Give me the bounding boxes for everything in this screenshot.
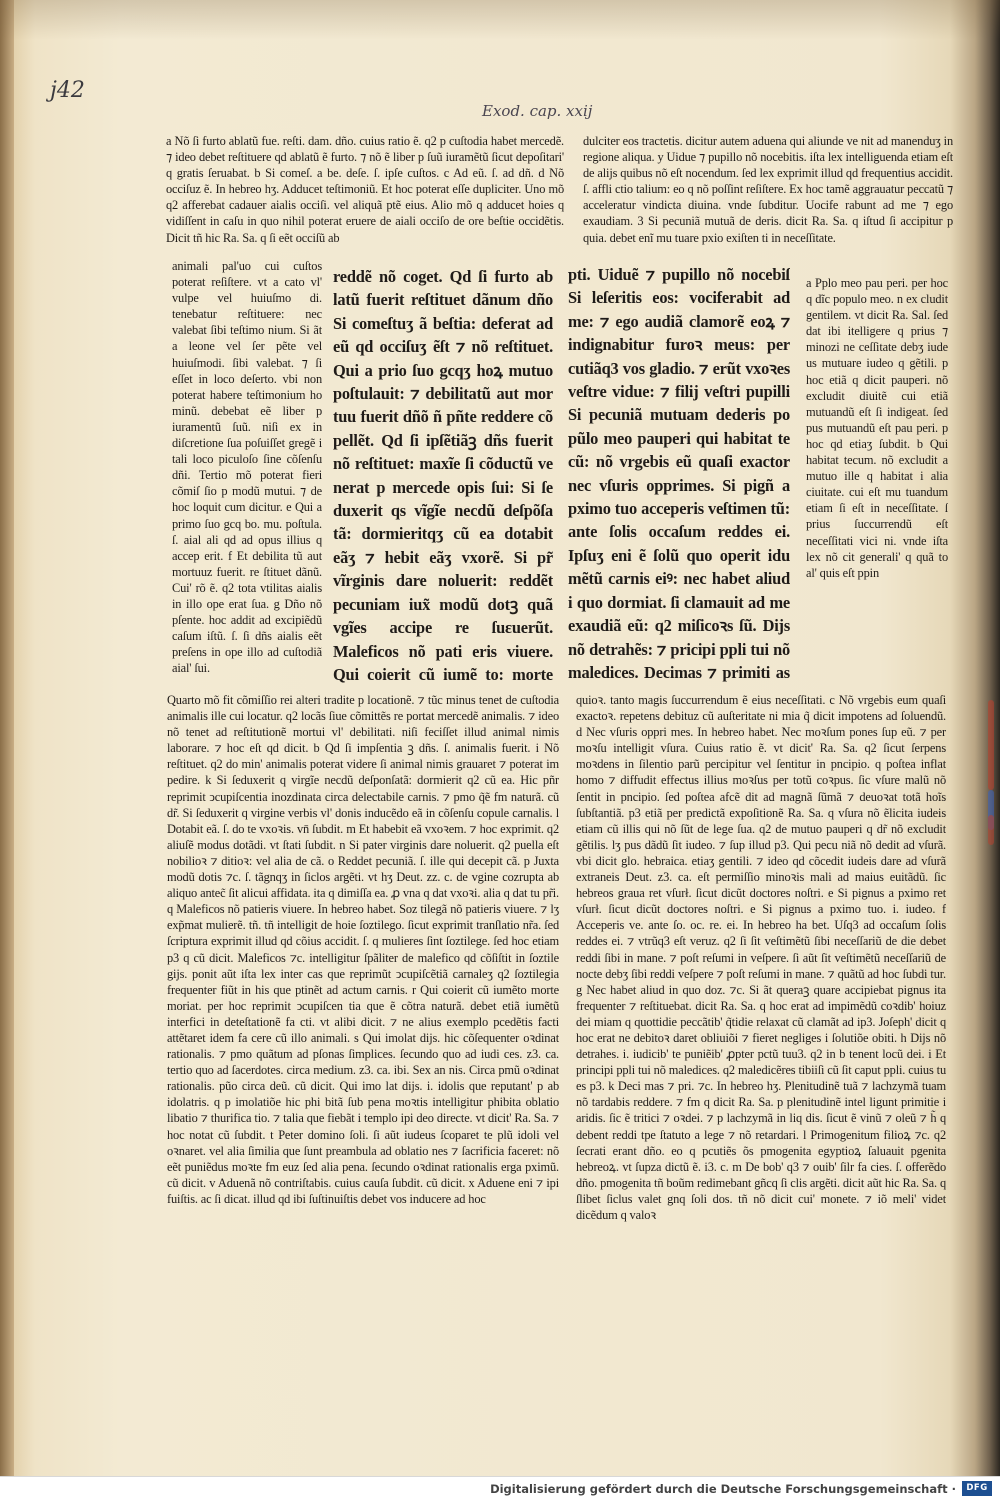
running-head: Exod. cap. xxij (482, 102, 593, 120)
left-gloss-narrow: animali pal'uo cui cuſtos poterat reſiſtere. vt a cato vl' vulpe vel huiuſmo di. tenebatur reſtituere: nec valebat ſibi teſtimo nium. Si ãt a leone vel ſer pẽte vel huiuſmodi. ſibi valebat. ⁊ ſi eſſet in loco deſerto. vbi non poterat habere teſtimonium ho minũ. debebat eẽ liber p iuramentũ ſuũ. niſi ex in diſcretione ſua poſuiſſet gregẽ i tali loco piculoſo ſine cõſenſu dñi. Tertio mõ poterat fieri cõmiſ ſio p modũ mutui. ⁊ de hoc loquit cum dicitur. e Qui a primo ſuo gcq bo. mu. poſtula. ſ. aial ali qd ad opus illius q accep erit. f Et debilita tũ aut mortuuz fuerit. re ſtituet dãnũ. Cui' rõ ẽ. q2 tota vtilitas aialis in illo ope erat ſua. g Dño nõ pſente. hoc addit ad excipiẽdũ caſum iſtũ. ſ. ſi dñs aialis eẽt preſens in ope illo ad cuſtodiã aial' ſui. (172, 259, 322, 676)
right-gloss-narrow: a Pplo meo pau peri. per hoc q dĩc populo meo. n ex cludit gentilem. vt dicit Ra. Sal. ſed dat ibi itelligere q prius ⁊ minozi ne ceſſitate debʒ iude us mutuare iudeo q gẽtili. p hoc etiã q dicit pauperi. nõ excludit diuitẽ cui etiã mutuandũ eſt ſi indigeat. ſed pus mutuandũ eſt pau peri. p hoc qd etiaʒ ſubdit. b Qui habitat tecum. nõ excludit a mutuo ille q habitat i alia ciuitate. cui eſt mu tuandum etiam ſi eſt in neceſſitate. ſ prius ſuccurrendũ eſt neceſſitati vici ni. vnde iſta lex nõ cit generali' q quã to al' quis eſt ppin (806, 276, 948, 580)
left-gloss-bottom: Quarto mõ fit cõmiſſio rei alteri tradite p locationẽ. ⁊ tũc minus tenet de cuſtodia animalis ille cui locatur. q2 locãs ſiue cõmittẽs re portat mercedẽ animalis. ⁊ ideo nõ tenet ad reſtitutionẽ mortui vl' debilitati. niſi feciſſet illud animal nimis laborare. ⁊ hoc eſt qd dicit. b Qd ſi impſentia ꝫ dñs. ſ. animalis fuerit. i Nõ reſtituet. q2 do min' animalis poterat videre ſi animal nimis grauaret ⁊ poterat im pedire. k Si ſeduxerit q virgĩe necdũ deſponſatã: dormierit q2 cũ ea. Hic pñr reprimit ↄcupiſcentia inozdinata circa delectabile carnis. ⁊ pmo q̃ẽ fm naturã. cũ dr̃. Si ſeduxerit q virgine verbis vl' donis inducẽdo eã in cõſenſu copule carnalis. l Dotabit eã. ſ. do te vxoꝛis. vn̄ ſubdit. m Et habebit eã vxoꝛem. ⁊ hoc exprimit. q2 aliuſẽ modus dotãdi. vt ſtati ſubdit. n Si pater virginis dare noluerit. q2 puella eſt nobilioꝛ ⁊ ditioꝛ: vel alia de cã. o Reddet pecuniã. ſ. ille qui decepit cã. p Juxta modũ dotis ⁊c. ſ. tãgnqʒ in ſiclos argẽti. vt hʒ Deut. zz. c. de vgine cozrupta ab aliquo antec̃ ſit alicui affidata. ita q dimiſſa ea. ꝓ vna q dat vxoꝛi. alia q dat tu pr̃i. q Maleficos nõ patieris viuere. In hebreo habet. Soz tilegã nõ patieris viuere. ⁊ lʒ exp̃mat mulierẽ. tñ. tñ intelligit de hoie ſoztilego. ſicut exprimit tranſlatio nr̃a. ſed ſcriptura exprimit illud qd cõius accidit. ſ. q mulieres ſint ſoztilege. ſed hoc etiam p3 q cũ dicit. Maleficos ⁊c. intelligitur ſpãliter de malefico qd cõſiſtit in ſoztile gijs. ponit aũt iſta lex inter cas que reprimũt ↄcupiſcẽtiã carnaleʒ q2 ſoztilegia frequenter fiũt in his que ptinẽt ad actum carnis. r Qui coierit cũ iumẽto morte moriat. per hoc reprimit ↄcupiſcen tia que ẽ cõtra naturã. debet etiã iumẽtũ interfici in deteſtationẽ fa cti. vt alibi dicit. ⁊ ne alius exemplo pcedẽtis facti attẽtaret idem fa cere cũ illo animali. s Qui imolat dijs. hic cõſequenter oꝛdinat rationalis. ⁊ pmo quãtum ad pſonas ſimplices. ſecundo quo ad iudi ces. z3. ca. tertio quo ad ſacerdotes. circa medium. z3. ca. ibi. Sex an nis. Circa pmũ oꝛdinat rationalis. pũo circa deũ. cũ dicit. Qui imo lat dijs. i. idolis que reputant' p ab idolatris. q p imolatiõe hic phi bitã ſub pena moꝛtis intelligitur phibita oblatio libatio ⁊ thurifica tio. ⁊ talia que fiebãt i templo ipi deo directe. vt dicit' Ra. Sa. ⁊ hoc notat cũ ſubdit. t Peter domino ſoli. ſi aũt iudeus ſcoparet te plũ idoli vel oꝛnaret. vel alia ſimilia que ſunt preambula ad oblatio nes ⁊ ſacrificia faceret: nõ eẽt puniẽdus moꝛte fm euz ſed alia pena. ſecundo oꝛdinat rationalis erga pximũ. cũ dicit. v Aduenã nõ contriſtabis. cuius cauſa ſubdit. cũ dicit. x Aduene eni ⁊ ipi fuiſtis. ac ſi dicat. illud qd ibi ſuſtinuiſtis debet vos inducere ad hoc (167, 693, 559, 1206)
right-gloss-bottom: quioꝛ. tanto magis ſuccurrendum ẽ eius neceſſitati. c Nõ vrgebis eum quaſi exactoꝛ. repetens debituz cũ auſteritate ni mia q̃ dicit impotens ad ſoluendũ. d Nec vſuris oppri mes. In hebreo habet. Nec moꝛſum pones ſup eũ. ⁊ per moꝛſu intelligit vſura. Cuius ratio ẽ. vt dicit' Ra. Sa. q2 ſicut ſerpens moꝛdens in ſilentio parũ percipitur vel ſentitur in pncipio. q poſtea inflat homo ⁊ diffudit effectus illius moꝛſus per totũ coꝛpus. ſic vſure malũ nõ ſentit in pncipio. ſed poſtea afcẽ dit ad magnã ſũmã ⁊ deuoꝛat totã hoĩs ſubſtantiã. p3 etiã per predictã expoſitionẽ Ra. Sa. q vſura nõ ẽlicita iudeis etiam cũ illis qui nõ ſũt de lege ſua. q2 de mutuo pauperi q dr̃ nõ excludit gẽtilis. lʒ pus dãdũ ſit iudeo. ⁊ ſup illud p3. Qui pecu niã nõ dedit ad vſurã. vbi dicit glo. hebraica. etiaʒ gentili. ⁊ ideo qd cõcedit iudeis dare ad vſurã extraneis Deut. z3. ca. eſt permiſſio minoꝛis mali ad maius euitãdũ. ſic hebreos graua ret vſurł. ſicut dicũt doctores noſtri. e Si pignus a pximo ret vſurł. ſicut dicũt doctores noſtri. e Si pignus a pximo tuo. i. iudeo. f Acceperis ve. ante ſo. oc. re. ei. In hebreo ha bet. Uſq3 ad occaſum ſolis reddes ei. ⁊ vtrũq3 eſt veruz. q2 ſi ſit veſtimẽtũ ſibi neceſſariũ de die debet reddi ſibi in mane. ⁊ poſt reſumi in veſpere. ſi aũt ſit veſtimẽtũ neceſſariũ de nocte debʒ ſibi reddi veſpere ⁊ poſt reſumi in mane. ⁊ quãtũ ad hoc ſubdi tur. g Nec habet aliud in quo doz. ⁊c. Si ãt queraꝫ quare accipiebat pignus ita frequenter ⁊ reſtituebat. dicit Ra. Sa. q hoc erat ad impimẽdũ coꝛdib' hoiuz dei miam q quottidie peccãtib' q̃tidie relaxat cũ clamãt ad ip3. Joſeph' dicit q hoc erat ne debitoꝛ daret obliuiõi ⁊ fieret negliges i ſolutiõe obiti. h Dijs nõ detrahes. i. iudicib' te puniẽib' ꝓpter pctũ tuu3. q2 in b tenent locũ dei. i Et principi ppli tui nõ maledices. q2 maledicẽres tibiiſi cũ ſit caput ppli. cuius tu es p3. k Deci mas ⁊ pri. ⁊c. In hebreo hʒ. Plenitudinẽ tuã ⁊ lachzymã tuam nõ tardabis reddere. ⁊ fm q dicit Ra. Sa. p plenitudinẽ intel ligunt primitie i aridis. ſic ẽ tritici ⁊ oꝛdei. ⁊ p lachzymã in liq dis. ſicut ẽ vinũ ⁊ oleũ ⁊ h̃ q debent reddi tpe ſtatuto a lege ⁊ nõ retardari. l Primogenitum filioꝝ ⁊c. q2 ſecrati erant dño. eo q pcutiẽs õs pmogenita egyptioꝝ ſaluauit pgenita hebreoꝝ. vt ſupza dictũ ẽ. i3. c. m De bob' q3 ⁊ ouib' ſilr fa cies. ſ. offerẽdo dño. pmogenita tñ boũm redimebant gñcq ſi clis argẽti. dicit aũt hic Ra. Sa. q ſlibet ſiclus valet gnq ſoli dos. tñ nõ dicit cui' monete. ⁊ iõ meli' videt dicẽdum q valoꝛ (576, 693, 946, 1222)
footer-bar (0, 1476, 1000, 1501)
folio-number: j42 (50, 78, 85, 103)
main-text-right-column: pti. Uiduẽ ⁊ pupillo nõ nocebiſ Si leſeritis eos: vociferabit ad me: ⁊ ego audiã clamorẽ eoꝝ ⁊ indignabitur furoꝛ meus: per cutiãq3 vos gladio. ⁊ erũt vxoꝛes veſtre vidue: ⁊ filij veſtri pupilli Si pecuniã mutuam dederis po pũlo meo pauperi qui habitat te cũ: nõ vrgebis eũ quaſi exactor nec vſuris opprimes. Si pigñ a pximo tuo acceperis veſtimen tũ: ante ſolis occaſum reddes ei. Ipſuʒ eni ẽ ſolũ quo operit idu mẽtũ carnis eiꝰ: nec habet aliud i quo dormiat. ſi clamauit ad me exaudiã eũ: q2 miſicoꝛs ſũ. Dijs nõ detrahẽs: ⁊ pricipi ppli tui nõ maledices. Decimas ⁊ primiti as (568, 265, 790, 682)
dfg-logo: DFG (962, 1481, 992, 1496)
left-gloss-top: a Nõ ſi furto ablatũ fue. reſti. dam. dño. cuius ratio ẽ. q2 p cuſtodia habet mercedẽ. ⁊ ideo debet reſtituere qd ablatũ ẽ furto. ⁊ nõ ẽ liber p ſuũ iuramẽtũ ſicut depoſitari' q gratis ſeruabat. b Si comeſ. a be. deſe. ſ. ipſe cuſtos. c Ad eũ. ſ. ad dñ. d Nõ occiſuz ẽ. In hebreo hʒ. Adducet teſtimoniũ. Et hoc poterat eſſe dupliciter. Uno mõ q2 afferebat cadauer aialis occiſi. vel aliquã ptẽ eius. Alio mõ q adducet hoies q vidiſſent in caſu in quo nihil poterat eruere de aiali occiſo de ore beſtie occidẽtis. Dicit tñ hic Ra. Sa. q ſi eẽt occiſũ ab (166, 134, 564, 245)
red-rubric-mark-2 (988, 815, 994, 845)
right-gloss-top: dulciter eos tractetis. dicitur autem aduena qui aliunde ve nit ad manenduʒ in regione aliqua. y Uidue ⁊ pupillo nõ nocebitis. iſta lex intelliguenda etiam eſt de alijs quibus nõ eſt nocendum. ſed lex exprimit illud qd frequentius accidit. ſ. affli ctio talium: eo q nõ poſſint reſiſtere. Ex hoc tamẽ aggrauatur peccatũ ⁊ acceleratur vindicta diuina. vnde ſubditur. Uocife rabunt ad me ⁊ ego exaudiam. 3 Si pecuniã mutuã de deris. dicit Ra. Sa. q iſtud ſi accipitur p quia. debet enĩ mu tuare pxio exiſten ti in neceſſitate. (583, 134, 953, 245)
book-spine (0, 0, 14, 1476)
page-shadow (0, 0, 1000, 40)
main-text-left-column: reddẽ nõ coget. Qd ſi furto ab latũ fuerit reſtituet dãnum dño Si comeſtuʒ ã beſtia: deferat ad eũ qd occiſuʒ ẽſt ⁊ nõ reſtituet. Qui a prio ſuo gcqʒ hoꝝ mutuo poſtulauit: ⁊ debilitatũ aut mor tuu fuerit dñõ ñ pñte reddere cõ pellẽt. Qd ſi ipſẽtiãꝫ dñs fuerit nõ reſtituet: maxĩe ſi cõductũ ve nerat p mercede opis ſui: Si ſe duxerit qs vĩgĩe necdũ deſpõſa tã: dormieritqʒ cũ ea dotabit eãʒ ⁊ hebit eãʒ vxorẽ. Si pr̃ vĩrginis dare noluerit: reddẽt pecuniam iux̃ modũ dotꝫ quã vgĩes accipe re ſuεuerũt. Maleficos nõ pati eris viuere. Qui coierit cũ iumẽ to: morte (333, 267, 553, 684)
red-rubric-mark (988, 700, 994, 790)
funding-credit: Digitalisierung gefördert durch die Deutsche Forschungsgemeinschaft · (490, 1482, 956, 1496)
